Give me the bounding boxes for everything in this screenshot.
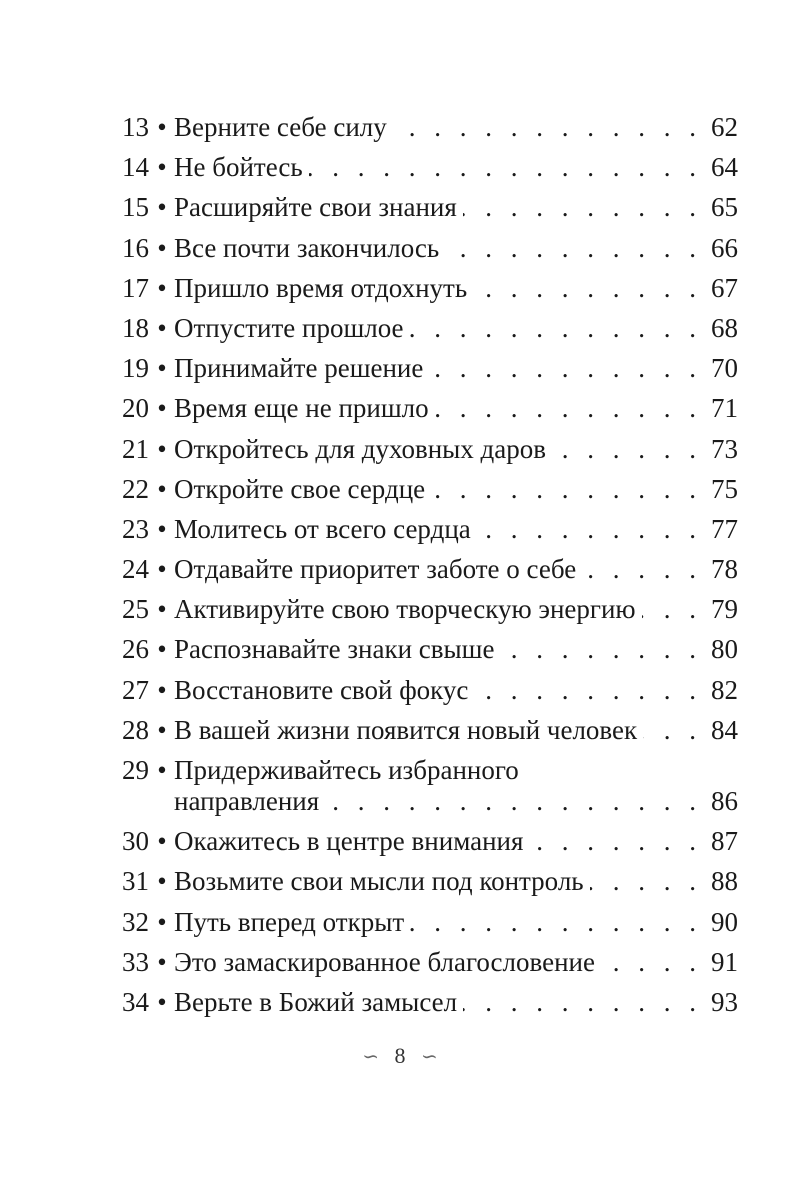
toc-entry <box>122 474 738 505</box>
page-number: 67 <box>711 272 738 303</box>
dot-leader <box>410 313 702 344</box>
chapter-title: Молитесь от всего сердца <box>174 513 471 544</box>
chapter-title: Активируйте свою творческую энергию <box>174 594 636 625</box>
dot-leader <box>325 786 702 817</box>
bullet: • <box>157 826 167 857</box>
bullet: • <box>157 312 167 343</box>
dot-leader <box>529 826 702 857</box>
chapter-number: 19 <box>122 353 149 384</box>
bullet: • <box>157 946 167 977</box>
dot-leader <box>463 192 702 223</box>
page-number: 78 <box>711 554 738 585</box>
chapter-number: 14 <box>122 152 149 183</box>
toc-entry <box>122 313 738 344</box>
table-of-contents <box>122 112 738 1027</box>
toc-entry <box>122 112 738 143</box>
dot-leader <box>429 353 702 384</box>
chapter-number: 16 <box>122 232 149 263</box>
bullet: • <box>157 554 167 585</box>
bullet: • <box>157 594 167 625</box>
bullet: • <box>157 674 167 705</box>
toc-entry <box>122 233 738 264</box>
bullet: • <box>157 714 167 745</box>
chapter-number: 30 <box>122 826 149 857</box>
chapter-title: Это замаскированное благословение <box>174 946 595 977</box>
chapter-title: Верьте в Божий замысел <box>174 986 458 1017</box>
chapter-number: 29 <box>122 755 149 785</box>
chapter-title: Возьмите свои мысли под контроль <box>174 866 584 897</box>
chapter-title: Отпустите прошлое <box>174 312 404 343</box>
toc-entry <box>122 514 738 545</box>
chapter-number: 34 <box>122 986 149 1017</box>
chapter-title: Верните себе силу <box>174 112 387 142</box>
page-number: 71 <box>711 393 738 424</box>
dot-leader <box>477 514 702 545</box>
toc-entry <box>122 755 738 817</box>
toc-entry <box>122 273 738 304</box>
toc-entry <box>122 675 738 706</box>
chapter-title-line-1: Придерживайтесь избранного <box>174 755 519 785</box>
chapter-number: 26 <box>122 634 149 665</box>
chapter-number: 15 <box>122 192 149 223</box>
chapter-title: Отдавайте приоритет заботе о себе <box>174 554 577 585</box>
page-number: 77 <box>711 513 738 544</box>
page-number: 82 <box>711 674 738 705</box>
bullet: • <box>157 755 167 785</box>
dot-leader <box>552 434 702 465</box>
page-number: 75 <box>711 473 738 504</box>
chapter-title: Принимайте решение <box>174 353 424 384</box>
chapter-title: Не бойтесь <box>174 152 303 183</box>
bullet: • <box>157 906 167 937</box>
chapter-number: 17 <box>122 272 149 303</box>
page-number: 93 <box>711 986 738 1017</box>
page-number: 86 <box>711 786 738 816</box>
toc-entry <box>122 866 738 897</box>
page-number: 80 <box>711 634 738 665</box>
dot-leader <box>435 393 702 424</box>
chapter-title: Расширяйте свои знания <box>174 192 457 223</box>
page-number: 91 <box>711 946 738 977</box>
chapter-title: Путь вперед открыт <box>174 906 405 937</box>
page-number: 68 <box>711 312 738 343</box>
dot-leader <box>393 112 702 143</box>
chapter-number: 27 <box>122 674 149 705</box>
chapter-number: 22 <box>122 473 149 504</box>
page-number: 87 <box>711 826 738 857</box>
dot-leader <box>500 634 702 665</box>
bullet: • <box>157 152 167 183</box>
bullet: • <box>157 986 167 1017</box>
toc-entry <box>122 907 738 938</box>
toc-entry <box>122 434 738 465</box>
dot-leader <box>410 907 702 938</box>
bullet: • <box>157 353 167 384</box>
bullet: • <box>157 473 167 504</box>
page-number: 84 <box>711 714 738 745</box>
chapter-number: 23 <box>122 513 149 544</box>
dot-leader <box>473 273 702 304</box>
chapter-title: В вашей жизни появится новый человек <box>174 714 638 745</box>
bullet: • <box>157 272 167 303</box>
toc-entry <box>122 947 738 978</box>
chapter-title: Время еще не пришло <box>174 393 429 424</box>
toc-entry <box>122 826 738 857</box>
chapter-number: 24 <box>122 554 149 585</box>
chapter-title: Пришло время отдохнуть <box>174 272 468 303</box>
dot-leader <box>463 987 702 1018</box>
ornament-right-icon: ∽ <box>421 1046 438 1068</box>
bullet: • <box>157 393 167 424</box>
page-number: 62 <box>711 112 738 142</box>
bullet: • <box>157 433 167 464</box>
chapter-number: 20 <box>122 393 149 424</box>
dot-leader <box>474 675 702 706</box>
chapter-title: Распознавайте знаки свыше <box>174 634 495 665</box>
bullet: • <box>157 192 167 223</box>
bullet: • <box>157 866 167 897</box>
chapter-number: 31 <box>122 866 149 897</box>
dot-leader <box>431 474 702 505</box>
bullet: • <box>157 634 167 665</box>
page-number: 66 <box>711 232 738 263</box>
dot-leader <box>643 715 702 746</box>
chapter-number: 32 <box>122 906 149 937</box>
ornament-left-icon: ∽ <box>362 1046 379 1068</box>
bullet: • <box>157 232 167 263</box>
chapter-number: 25 <box>122 594 149 625</box>
dot-leader <box>445 233 702 264</box>
dot-leader <box>642 594 702 625</box>
page-number: 73 <box>711 433 738 464</box>
page-number: 79 <box>711 594 738 625</box>
chapter-number: 28 <box>122 714 149 745</box>
page-number: 88 <box>711 866 738 897</box>
chapter-number: 18 <box>122 312 149 343</box>
page-footer <box>0 1043 800 1069</box>
chapter-number: 21 <box>122 433 149 464</box>
page-number: 64 <box>711 152 738 183</box>
page-number: 90 <box>711 906 738 937</box>
chapter-title: Окажитесь в центре внимания <box>174 826 524 857</box>
page-number: 65 <box>711 192 738 223</box>
chapter-title: Восстановите свой фокус <box>174 674 469 705</box>
folio-page-number: 8 <box>394 1043 406 1068</box>
page-number: 70 <box>711 353 738 384</box>
chapter-title-line-2: направления <box>174 786 320 816</box>
bullet: • <box>157 513 167 544</box>
toc-entry <box>122 554 738 585</box>
toc-entry <box>122 353 738 384</box>
toc-entry <box>122 393 738 424</box>
dot-leader <box>590 866 702 897</box>
toc-entry <box>122 715 738 746</box>
chapter-title: Все почти закончилось <box>174 232 440 263</box>
bullet: • <box>157 112 167 142</box>
dot-leader <box>601 947 702 978</box>
toc-entry <box>122 634 738 665</box>
toc-entry <box>122 594 738 625</box>
dot-leader <box>309 152 702 183</box>
toc-entry <box>122 192 738 223</box>
toc-entry <box>122 152 738 183</box>
chapter-title: Откройте свое сердце <box>174 473 426 504</box>
dot-leader <box>582 554 702 585</box>
chapter-number: 33 <box>122 946 149 977</box>
chapter-title: Откройтесь для духовных даров <box>174 433 547 464</box>
toc-entry <box>122 987 738 1018</box>
chapter-number: 13 <box>122 112 149 142</box>
